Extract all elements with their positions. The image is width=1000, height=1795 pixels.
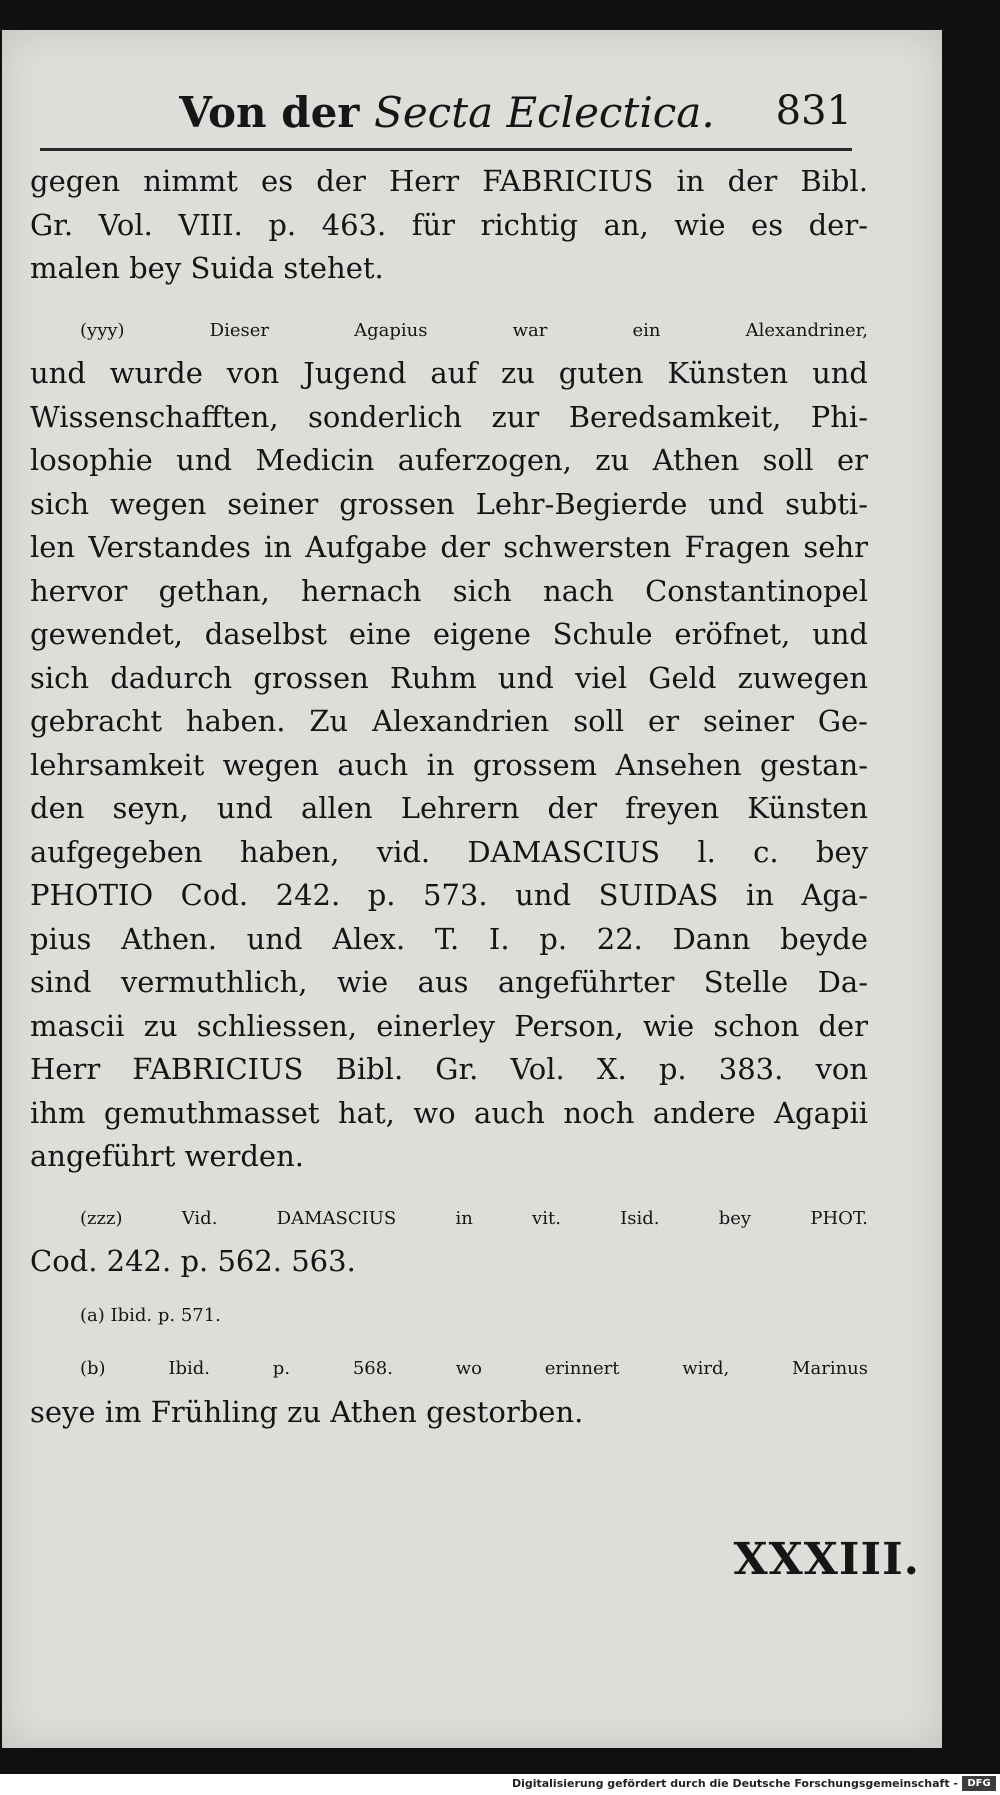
text-line: (zzz) Vid. DAMASCIUS in vit. Isid. bey PHOT.: [80, 1207, 868, 1229]
text-line: PHOTIO Cod. 242. p. 573. und SUIDAS in Aga-: [30, 878, 868, 912]
digitization-footer: [0, 1774, 1000, 1795]
text-line: sich wegen seiner grossen Lehr-Begierde und subti-: [30, 486, 868, 521]
page-body: [30, 160, 868, 1434]
footnote-yyy: [30, 309, 868, 1179]
footnote-a: [30, 1294, 868, 1338]
text-line: sich dadurch grossen Ruhm und viel Geld zuwegen: [30, 660, 868, 695]
paragraph-gap: [30, 1284, 868, 1294]
text-line: (a) Ibid. p. 571.: [80, 1304, 221, 1326]
text-line: Wissenschafften, sonderlich zur Beredsamkeit, Phi-: [30, 399, 868, 434]
text-line: (b) Ibid. p. 568. wo erinnert wird, Marinus: [80, 1358, 868, 1379]
paragraph-gap: [30, 1337, 868, 1347]
funding-credit: Digitalisierung gefördert durch die Deutsche Forschungsgemeinschaft -: [511, 1777, 958, 1790]
text-line: ihm gemuthmasset hat, wo auch noch andere Agapii: [30, 1095, 868, 1130]
text-line: lehrsamkeit wegen auch in grossem Ansehen gestan-: [30, 747, 868, 782]
text-line: Cod. 242. p. 562. 563.: [30, 1244, 356, 1278]
text-line: (yyy) Dieser Agapius war ein Alexandriner,: [80, 319, 868, 341]
running-title-main: Von der: [179, 88, 360, 137]
footnote-b: [30, 1347, 868, 1434]
paragraph-gap: [30, 291, 868, 309]
text-line: gewendet, daselbst eine eigene Schule eröfnet, und: [30, 617, 868, 651]
text-line: seye im Frühling zu Athen gestorben.: [30, 1394, 584, 1429]
text-line: Herr FABRICIUS Bibl. Gr. Vol. X. p. 383. von: [30, 1052, 868, 1086]
footnote-zzz: [30, 1197, 868, 1284]
running-title-italic: Secta Eclectica.: [374, 88, 715, 137]
text-line: pius Athen. und Alex. T. I. p. 22. Dann beyde: [30, 921, 868, 956]
text-line: gegen nimmt es der Herr FABRICIUS in der Bibl.: [30, 164, 868, 198]
text-line: gebracht haben. Zu Alexandrien soll er seiner Ge-: [30, 704, 868, 738]
text-line: sind vermuthlich, wie aus angeführter Stelle Da-: [30, 965, 868, 999]
catchword: XXXIII.: [733, 1534, 920, 1585]
text-line: mascii zu schliessen, einerley Person, wie schon der: [30, 1008, 868, 1043]
text-line: Gr. Vol. VIII. p. 463. für richtig an, wie es der-: [30, 207, 868, 242]
running-title: [42, 88, 852, 137]
page-number: 831: [775, 88, 852, 134]
paragraph-gap: [30, 1179, 868, 1197]
text-line: angeführt werden.: [30, 1139, 304, 1173]
page-header: [42, 88, 852, 168]
text-line: aufgegeben haben, vid. DAMASCIUS l. c. bey: [30, 834, 868, 869]
paragraph-continuation: [30, 160, 868, 291]
text-line: hervor gethan, hernach sich nach Constantinopel: [30, 573, 868, 608]
header-rule: [40, 148, 852, 151]
text-line: den seyn, und allen Lehrern der freyen Künsten: [30, 791, 868, 825]
text-line: len Verstandes in Aufgabe der schwersten Fragen sehr: [30, 530, 868, 564]
dfg-logo: DFG: [962, 1776, 996, 1791]
text-line: und wurde von Jugend auf zu guten Künsten und: [30, 356, 868, 390]
text-line: malen bey Suida stehet.: [30, 251, 384, 285]
text-line: losophie und Medicin auferzogen, zu Athen soll er: [30, 443, 868, 477]
